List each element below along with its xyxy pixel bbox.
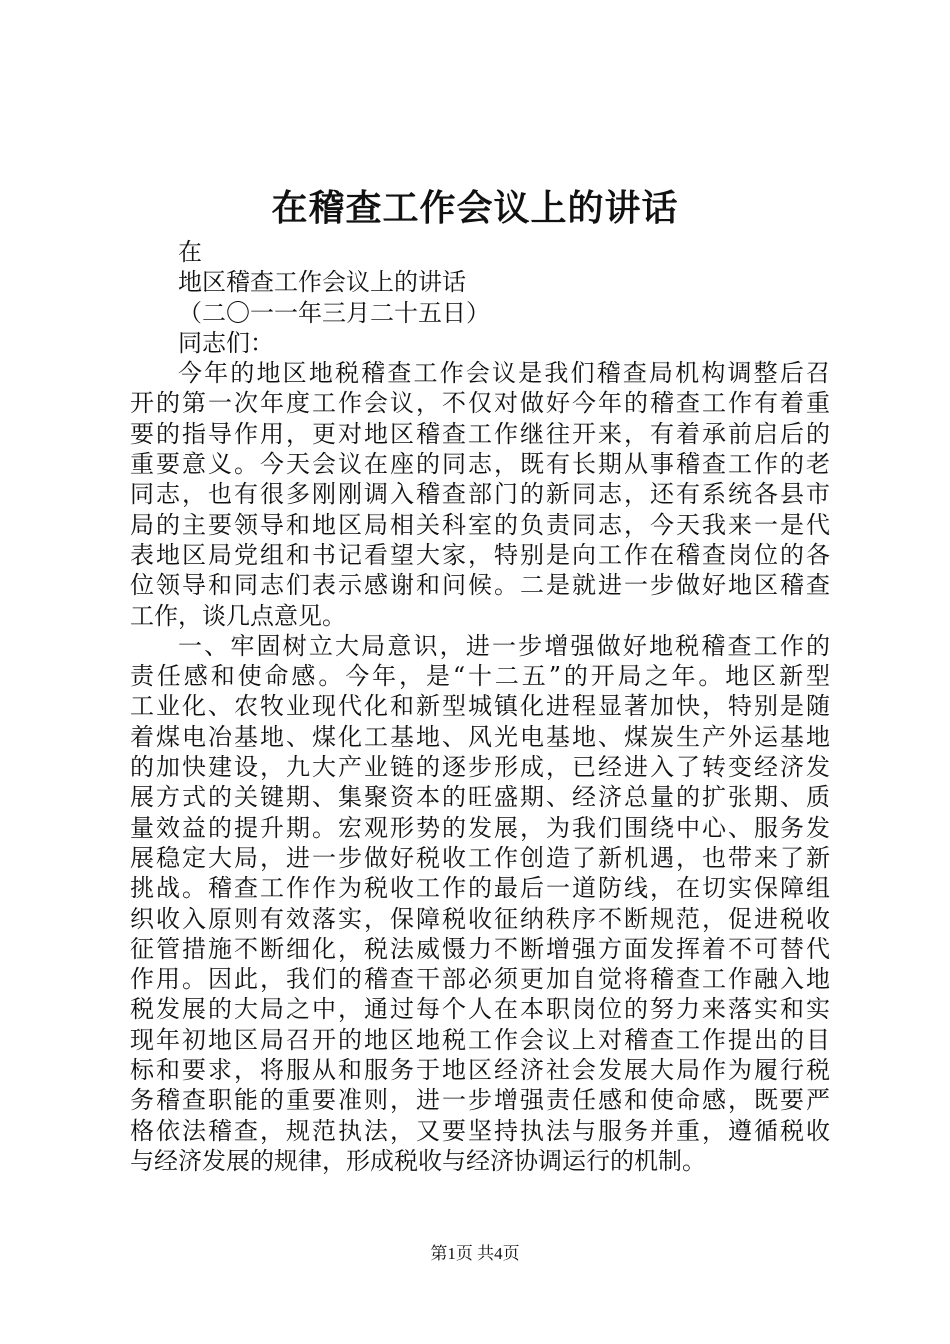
paragraph-line: 现年初地区局召开的地区地税工作会议上对稽查工作提出的目 xyxy=(130,1025,830,1054)
paragraph-line: 展方式的关键期、集聚资本的旺盛期、经济总量的扩张期、质 xyxy=(130,783,830,812)
paragraph-line: 的加快建设，九大产业链的逐步形成，已经进入了转变经济发 xyxy=(130,753,830,782)
heading-line: （二〇一一年三月二十五日） xyxy=(178,298,490,327)
paragraph-line: 要的指导作用，更对地区稽查工作继往开来，有着承前启后的 xyxy=(130,419,830,448)
paragraph-line: 挑战。稽查工作作为税收工作的最后一道防线，在切实保障组 xyxy=(130,874,830,903)
paragraph-line: 税发展的大局之中，通过每个人在本职岗位的努力来落实和实 xyxy=(130,995,830,1024)
page-title: 在稽查工作会议上的讲话 xyxy=(271,188,679,229)
paragraph-line: 责任感和使命感。今年，是“十二五”的开局之年。地区新型 xyxy=(130,662,830,691)
page-number-footer: 第1页 共4页 xyxy=(430,1244,520,1263)
paragraph-line: 与经济发展的规律，形成税收与经济协调运行的机制。 xyxy=(130,1146,706,1175)
paragraph-line: 表地区局党组和书记看望大家，特别是向工作在稽查岗位的各 xyxy=(130,540,830,569)
paragraph-line: 今年的地区地税稽查工作会议是我们稽查局机构调整后召 xyxy=(178,359,830,388)
paragraph-line: 务稽查职能的重要准则，进一步增强责任感和使命感，既要严 xyxy=(130,1086,830,1115)
paragraph-line: 标和要求，将服从和服务于地区经济社会发展大局作为履行税 xyxy=(130,1056,830,1085)
document-body xyxy=(130,237,830,1176)
paragraph-line: 工作，谈几点意见。 xyxy=(130,601,346,630)
paragraph-line: 织收入原则有效落实，保障税收征纳秩序不断规范，促进税收 xyxy=(130,904,830,933)
heading-line: 同志们： xyxy=(178,328,274,357)
heading-line: 地区稽查工作会议上的讲话 xyxy=(178,268,466,297)
paragraph-line: 着煤电冶基地、煤化工基地、风光电基地、煤炭生产外运基地 xyxy=(130,722,830,751)
paragraph-line: 展稳定大局，进一步做好税收工作创造了新机遇，也带来了新 xyxy=(130,843,830,872)
paragraph-line: 重要意义。今天会议在座的同志，既有长期从事稽查工作的老 xyxy=(130,450,830,479)
paragraph-line: 局的主要领导和地区局相关科室的负责同志，今天我来一是代 xyxy=(130,510,830,539)
paragraph-line: 作用。因此，我们的稽查干部必须更加自觉将稽查工作融入地 xyxy=(130,965,830,994)
paragraph-line: 工业化、农牧业现代化和新型城镇化进程显著加快，特别是随 xyxy=(130,692,830,721)
paragraph-line: 同志，也有很多刚刚调入稽查部门的新同志，还有系统各县市 xyxy=(130,480,830,509)
paragraph-line: 格依法稽查，规范执法，又要坚持执法与服务并重，遵循税收 xyxy=(130,1116,830,1145)
heading-line: 在 xyxy=(178,238,202,266)
paragraph-line: 一、牢固树立大局意识，进一步增强做好地税稽查工作的 xyxy=(178,631,830,660)
paragraph-line: 位领导和同志们表示感谢和问候。二是就进一步做好地区稽查 xyxy=(130,571,830,600)
paragraph-line: 征管措施不断细化，税法威慑力不断增强方面发挥着不可替代 xyxy=(130,934,830,963)
paragraph-line: 开的第一次年度工作会议，不仅对做好今年的稽查工作有着重 xyxy=(130,389,830,418)
paragraph-line: 量效益的提升期。宏观形势的发展，为我们围绕中心、服务发 xyxy=(130,813,830,842)
